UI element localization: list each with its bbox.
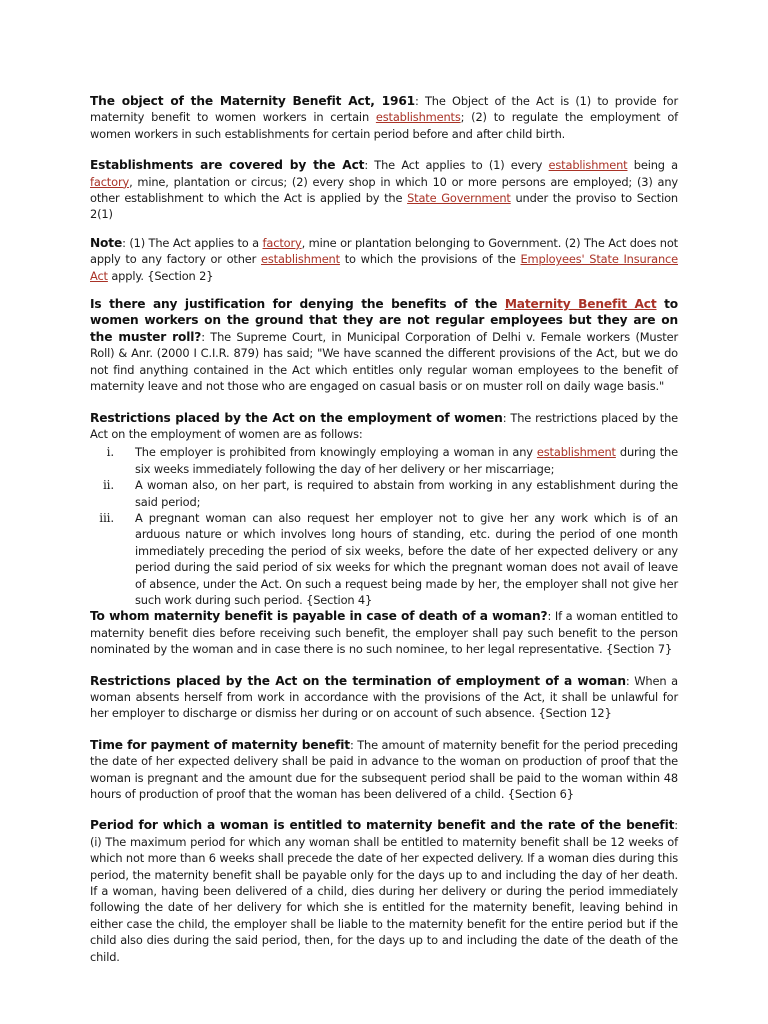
paragraph-establishments-covered — [90, 157, 678, 223]
text: : (i) The maximum period for which any woman shall be entitled to maternity benefit shall be 12 weeks of which not more than 6 weeks shall precede the date of her expected delivery. If a woman dies during this period, the maternity benefit shall be payable only for the days up to and including the day of her death. If a woman, having been delivered of a child, dies during her delivery or during the period immediately following the date of her delivery for which she is entitled for the maternity benefit, leaving behind in either case the child, the employer shall be liable to the maternity benefit for the entire period but if the child also dies during the said period, then, for the days up to and including the date of the death of the child. — [90, 818, 678, 964]
text: to which the provisions of the — [339, 252, 521, 267]
link-establishments[interactable]: establishments — [375, 110, 461, 125]
paragraph-restrictions-employment — [90, 410, 678, 443]
text: : (1) The Act applies to a — [122, 235, 263, 250]
paragraph-period-and-rate — [90, 817, 678, 965]
list-number: i. — [106, 445, 114, 460]
link-factory[interactable]: factory — [262, 235, 302, 250]
text: The employer is prohibited from knowingly employing a woman in any — [135, 445, 537, 460]
text: ; (2) to regulate the employment of women workers in such establishments for certain period before and after child birth. — [90, 110, 679, 141]
paragraph-time-of-payment — [90, 737, 678, 803]
paragraph-note — [90, 235, 678, 284]
heading-object-of-act: The object of the Maternity Benefit Act, 1961 — [90, 94, 415, 108]
text: : When a woman absents herself from work in accordance with the provisions of the Act, it shall be unlawful for her employer to discharge or dismiss her during or on account of such absence. {Section 12} — [90, 673, 678, 721]
heading-establishments-covered: Establishments are covered by the Act — [90, 158, 365, 173]
paragraph-termination — [90, 673, 678, 722]
heading-death-of-woman: To whom maternity benefit is payable in case of death of a woman? — [90, 609, 548, 624]
heading-period-and-rate: Period for which a woman is entitled to maternity benefit and the rate of the benefit — [90, 818, 675, 833]
document-body — [90, 93, 678, 965]
text: A pregnant woman can also request her employer not to give her any work which is of an arduous nature or which involves long hours of standing, etc. during the period of one month immediately preceding the period of six weeks, before the date of her expected delivery or any period during the said period of six weeks for which the pregnant woman does not avail of leave of absence, under the Act. On such a request being made by her, the employer shall not give her such work during such period. {Section 4} — [135, 510, 678, 607]
paragraph-death-of-woman — [90, 608, 678, 657]
list-item — [90, 444, 678, 477]
text: , mine or plantation belonging to Government. (2) The Act does not apply to any factory or other — [90, 235, 679, 267]
heading-termination: Restrictions placed by the Act on the termination of employment of a woman — [90, 673, 626, 688]
text: : The Object of the Act is (1) to provide for maternity benefit to women workers in certain — [90, 94, 679, 125]
list-number: ii. — [102, 478, 114, 493]
heading-muster-roll-part1: Is there any justification for denying the benefits of the — [90, 297, 505, 312]
link-esi-act[interactable]: Employees' State Insurance Act — [90, 252, 679, 283]
heading-muster-roll-part2: to women workers on the ground that they are not regular employees but they are on the muster roll? — [90, 297, 678, 344]
text: A woman also, on her part, is required to abstain from working in any establishment during the said period; — [135, 478, 678, 509]
text: being a — [627, 158, 678, 173]
text: , mine, plantation or circus; (2) every shop in which 10 or more persons are employed; (3) any other establishment to which the Act is applied by the — [90, 174, 678, 206]
link-establishment[interactable]: establishment — [548, 158, 628, 173]
heading-note: Note — [90, 235, 123, 250]
text: : The Act applies to (1) every — [364, 158, 549, 173]
text: : If a woman entitled to maternity benefit dies before receiving such benefit, the employer shall pay such benefit to the person nominated by the woman and in case there is no such nominee, to her legal representative. {Section 7} — [90, 609, 678, 657]
link-maternity-benefit-act[interactable]: Maternity Benefit Act — [504, 297, 657, 312]
text: : The Supreme Court, in Municipal Corporation of Delhi v. Female workers (Muster Roll) & Anr. (2000 I C.I.R. 879) has said; "We have scanned the different provisions of the Act, but we do not find anything contained in the Act which entitles only regular woman employees to the benefit of maternity leave and not those who are engaged on casual basis or on muster roll on daily wage basis." — [90, 329, 678, 394]
text: : The restrictions placed by the Act on the employment of women are as follows: — [90, 410, 678, 441]
text: under the proviso to Section 2(1) — [90, 191, 678, 222]
link-establishment[interactable]: establishment — [261, 252, 340, 267]
list-number: iii. — [99, 510, 114, 525]
text: during the six weeks immediately following the day of her delivery or her miscarriage; — [135, 445, 678, 476]
link-state-government[interactable]: State Government — [407, 191, 511, 206]
restrictions-list — [90, 444, 678, 608]
link-factory[interactable]: factory — [90, 174, 130, 189]
heading-restrictions-employment: Restrictions placed by the Act on the employment of women — [90, 410, 503, 425]
paragraph-muster-roll — [90, 296, 678, 394]
list-item — [90, 510, 678, 608]
paragraph-object-of-act — [90, 93, 678, 142]
heading-time-of-payment: Time for payment of maternity benefit — [90, 737, 350, 752]
link-establishment[interactable]: establishment — [536, 445, 616, 460]
text: apply. {Section 2} — [107, 268, 214, 283]
text: : The amount of maternity benefit for the period preceding the date of her expected delivery shall be paid in advance to the woman on production of proof that the woman is pregnant and the amount due for the subsequent period shall be paid to the woman within 48 hours of production of proof that the woman has been delivered of a child. {Section 6} — [90, 737, 679, 802]
list-item — [90, 477, 678, 510]
